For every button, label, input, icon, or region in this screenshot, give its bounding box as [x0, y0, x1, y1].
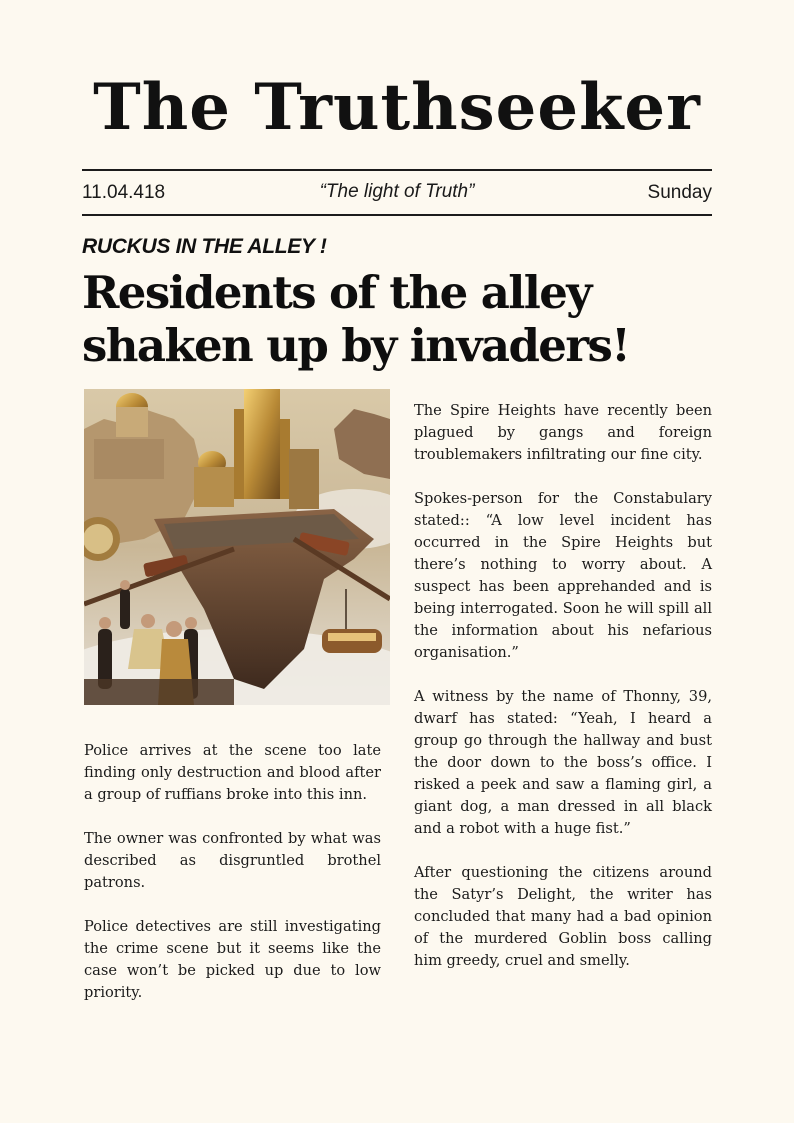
masthead-rule-top — [82, 169, 712, 171]
issue-day: Sunday — [647, 182, 712, 203]
masthead-rule-bottom — [82, 214, 712, 216]
masthead-title: The Truthseeker — [93, 70, 701, 145]
article-headline — [82, 266, 722, 372]
article-column-left — [84, 740, 381, 1026]
paragraph: Police detectives are still investigating the crime scene but it seems like the case won’t be picked up due to low priority. — [84, 918, 381, 1001]
article-column-right — [414, 400, 712, 994]
newspaper-motto: “The light of Truth” — [319, 181, 475, 202]
headline-line-1: Residents of the alley — [82, 266, 591, 319]
paragraph: After questioning the citizens around the Satyr’s Delight, the writer has concluded that many had a bad opinion of the murdered Goblin boss calling him greedy, cruel and smelly. — [414, 864, 712, 969]
paragraph: Spokes-person for the Constabulary stated:: “A low level incident has occurred in the Spire Heights but there’s nothing to worry about. A suspect has been apprehanded and is being interrogated. Soon he will spill all the information about his nefarious organisation.” — [414, 490, 712, 661]
issue-date: 11.04.418 — [82, 182, 166, 203]
paragraph: The owner was confronted by what was described as disgruntled brothel patrons. — [84, 830, 381, 891]
floating-city-illustration — [84, 389, 390, 705]
article-photo — [84, 389, 390, 705]
article-kicker: RUCKUS IN THE ALLEY ! — [82, 235, 327, 258]
dateline — [82, 180, 712, 208]
paragraph: The Spire Heights have recently been plagued by gangs and foreign troublemakers infiltrating our fine city. — [414, 402, 712, 463]
paragraph: Police arrives at the scene too late finding only destruction and blood after a group of ruffians broke into this inn. — [84, 742, 381, 803]
paragraph: A witness by the name of Thonny, 39, dwarf has stated: “Yeah, I heard a group go through the hallway and bust the door down to the boss’s office. I risked a peek and saw a flaming girl, a giant dog, a man dressed in all black and a robot with a huge fist.” — [414, 688, 712, 837]
headline-line-2: shaken up by invaders! — [82, 319, 630, 372]
